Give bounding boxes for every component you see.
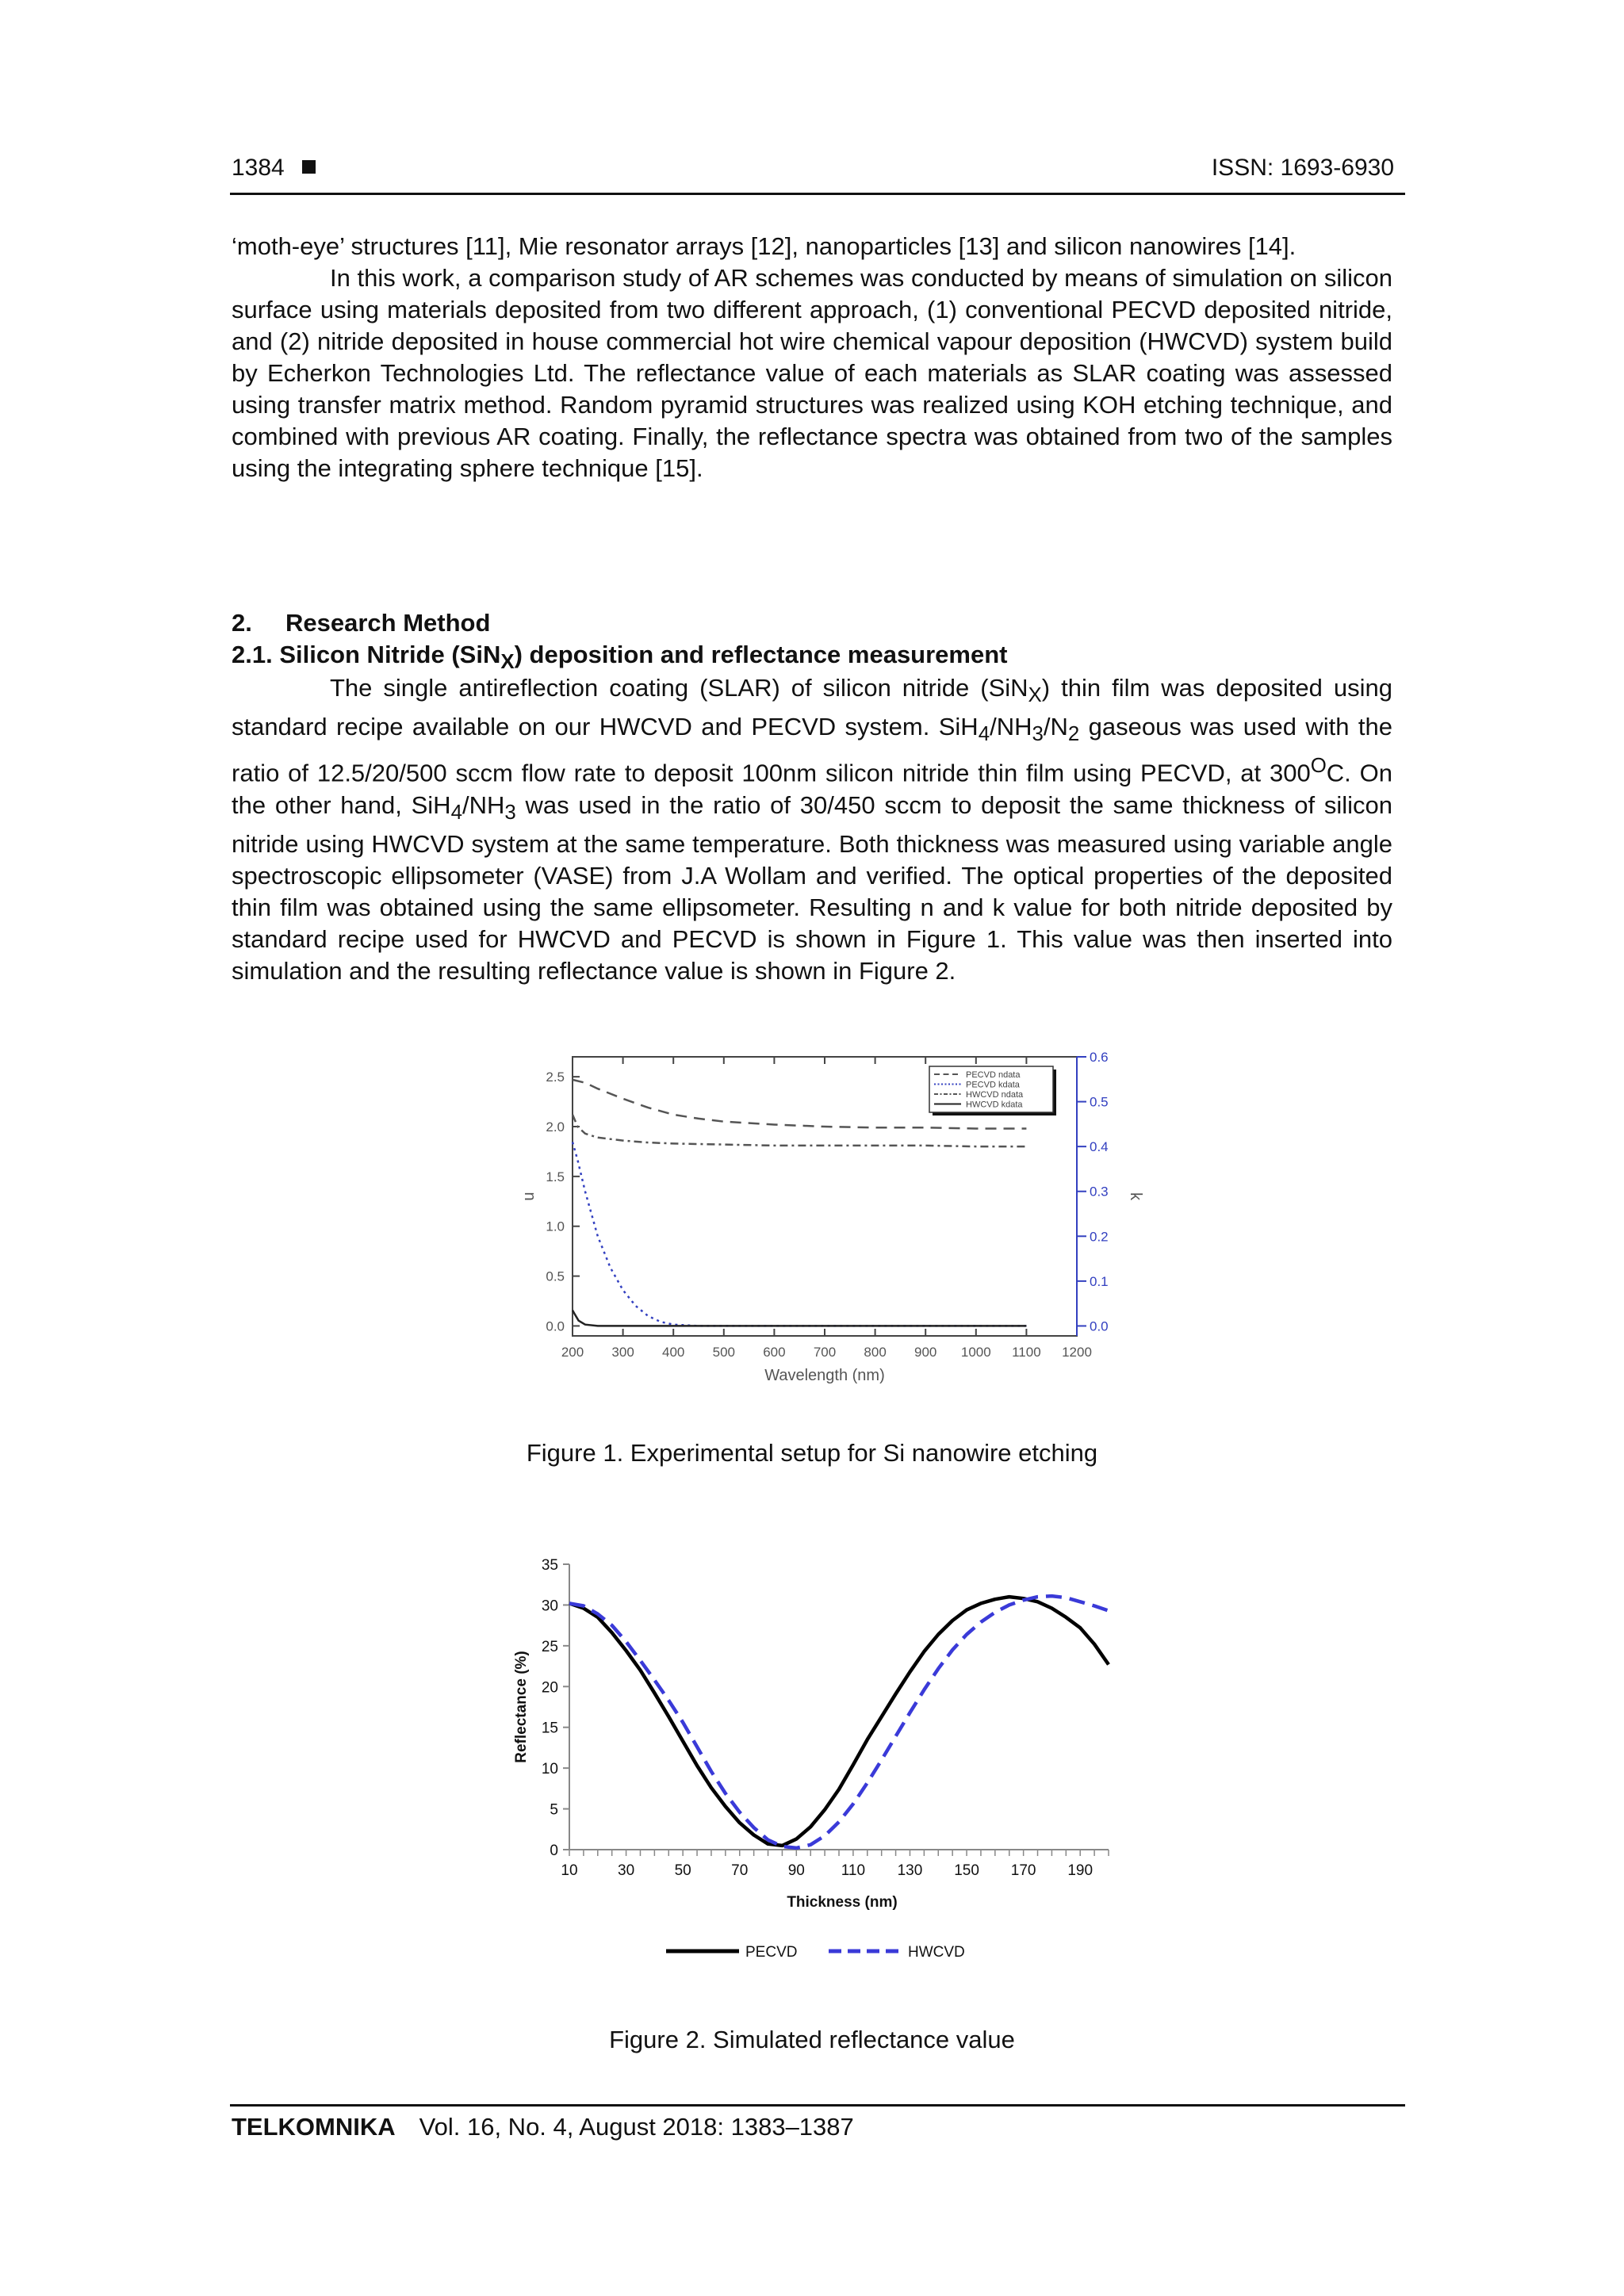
square-bullet-icon	[302, 160, 316, 174]
y2-tick-label: 0.0	[1090, 1318, 1109, 1334]
y-tick-label: 2.0	[546, 1119, 565, 1135]
x-tick-label: 900	[914, 1345, 937, 1360]
paragraph-2: In this work, a comparison study of AR schemes was conducted by means of simulation on silicon surface using materials deposited from two different approach, (1) conventional PECVD deposited nitride, and (2) nitride deposited in house commercial hot wire chemical vapour deposition (HWCVD) system build by Echerkon Technologies Ltd. The reflectance value of each materials as SLAR coating was assessed using transfer matrix method. Random pyramid structures was realized using KOH etching technique, and combined with previous AR coating. Finally, the reflectance spectra was obtained from two of the samples using the integrating sphere technique [15].	[232, 264, 1392, 482]
x-tick-label: 400	[662, 1345, 685, 1360]
x-tick-label: 130	[897, 1862, 923, 1879]
section-heading: 2. Research Method	[232, 609, 491, 637]
legend-label: PECVD kdata	[966, 1080, 1020, 1090]
x-tick-label: 10	[561, 1862, 578, 1879]
x-tick-label: 300	[611, 1345, 634, 1360]
x-tick-label: 110	[841, 1862, 866, 1879]
header-rule	[230, 193, 1405, 195]
y2-tick-label: 0.5	[1090, 1094, 1109, 1110]
y-tick-label: 1.0	[546, 1219, 565, 1234]
legend-label: PECVD ndata	[966, 1070, 1021, 1080]
y-axis-title: n	[521, 1192, 538, 1201]
y2-tick-label: 0.1	[1090, 1273, 1109, 1289]
x-axis-title: Wavelength (nm)	[764, 1367, 885, 1384]
y-tick-label: 35	[541, 1557, 558, 1574]
y-tick-label: 10	[541, 1761, 558, 1778]
y-tick-label: 1.5	[546, 1169, 565, 1184]
x-tick-label: 700	[813, 1345, 837, 1360]
y-tick-label: 30	[541, 1598, 558, 1615]
legend-label-hwcvd: HWCVD	[908, 1944, 965, 1961]
legend-label: HWCVD ndata	[966, 1090, 1024, 1100]
y2-tick-label: 0.2	[1090, 1229, 1109, 1245]
footer-rule	[230, 2104, 1405, 2107]
issn: ISSN: 1693-6930	[1211, 155, 1394, 181]
footer: TELKOMNIKA Vol. 16, No. 4, August 2018: 1383–1387	[232, 2113, 854, 2141]
x-tick-label: 30	[618, 1862, 635, 1879]
y-tick-label: 0.5	[546, 1269, 565, 1284]
method-text	[232, 672, 1392, 987]
y-tick-label: 2.5	[546, 1070, 565, 1085]
x-tick-label: 1100	[1012, 1345, 1041, 1360]
y2-tick-label: 0.6	[1090, 1050, 1109, 1065]
y-tick-label: 15	[541, 1720, 558, 1737]
y-tick-label: 25	[541, 1638, 558, 1655]
y-tick-label: 0	[550, 1843, 558, 1859]
x-tick-label: 70	[731, 1862, 749, 1879]
x-tick-label: 600	[763, 1345, 786, 1360]
paragraph-1: ‘moth-eye’ structures [11], Mie resonator arrays [12], nanoparticles [13] and silicon nanowires [14].	[232, 232, 1297, 260]
x-tick-label: 1000	[960, 1345, 991, 1360]
figure-2-caption: Figure 2. Simulated reflectance value	[609, 2026, 1015, 2053]
figure-1-caption: Figure 1. Experimental setup for Si nanowire etching	[526, 1439, 1098, 1467]
y2-tick-label: 0.3	[1090, 1184, 1109, 1200]
x-tick-label: 1200	[1062, 1345, 1092, 1360]
y-tick-label: 5	[550, 1801, 558, 1819]
legend-label: HWCVD kdata	[966, 1100, 1023, 1110]
x-tick-label: 500	[712, 1345, 735, 1360]
y-tick-label: 20	[541, 1679, 558, 1697]
series-line-pecvd	[569, 1597, 1109, 1846]
series-line-hwcvd	[569, 1596, 1109, 1848]
figure-2-chart	[0, 1546, 1624, 1974]
figure-1-chart	[0, 1047, 1624, 1411]
x-tick-label: 170	[1010, 1862, 1036, 1879]
y2-tick-label: 0.4	[1090, 1139, 1109, 1155]
x-tick-label: 50	[674, 1862, 691, 1879]
x-tick-label: 90	[787, 1862, 805, 1879]
intro-text	[232, 231, 1392, 484]
x-tick-label: 800	[864, 1345, 887, 1360]
y2-axis-title: k	[1127, 1192, 1144, 1200]
x-tick-label: 150	[954, 1862, 979, 1879]
subsection-heading: 2.1. Silicon Nitride (SiN$_X$) deposition and reflectance measurement	[232, 641, 1008, 674]
page-number: 1384	[232, 155, 316, 182]
y-tick-label: 0.0	[546, 1318, 565, 1334]
y-axis-title: Reflectance (%)	[513, 1651, 530, 1763]
x-tick-label: 200	[561, 1345, 584, 1360]
legend-label-pecvd: PECVD	[745, 1944, 798, 1961]
x-tick-label: 190	[1067, 1862, 1094, 1879]
x-axis-title: Thickness (nm)	[787, 1894, 898, 1911]
paragraph-3: The single antireflection coating (SLAR) of silicon nitride (SiN$_X$) thin film was deposited using standard recipe available on our HWCVD and PECVD system. $SiH_4/NH_3/N_2$ gaseous was used with the ratio of 12.5/20/500 sccm flow rate to deposit 100nm silicon nitride thin film using PECVD, at $300^OC$. On the other hand, $SiH_4/NH_3$ was used in the ratio of 30/450 sccm to deposit the same thickness of silicon nitride using HWCVD system at the same temperature. Both thickness was measured using variable angle spectroscopic ellipsometer (VASE) from J.A Wollam and verified. The optical properties of the deposited thin film was obtained using the same ellipsometer. Resulting n and k value for both nitride deposited by standard recipe used for HWCVD and PECVD is shown in Figure 1. This value was then inserted into simulation and the resulting reflectance value is shown in Figure 2.	[232, 674, 1392, 985]
